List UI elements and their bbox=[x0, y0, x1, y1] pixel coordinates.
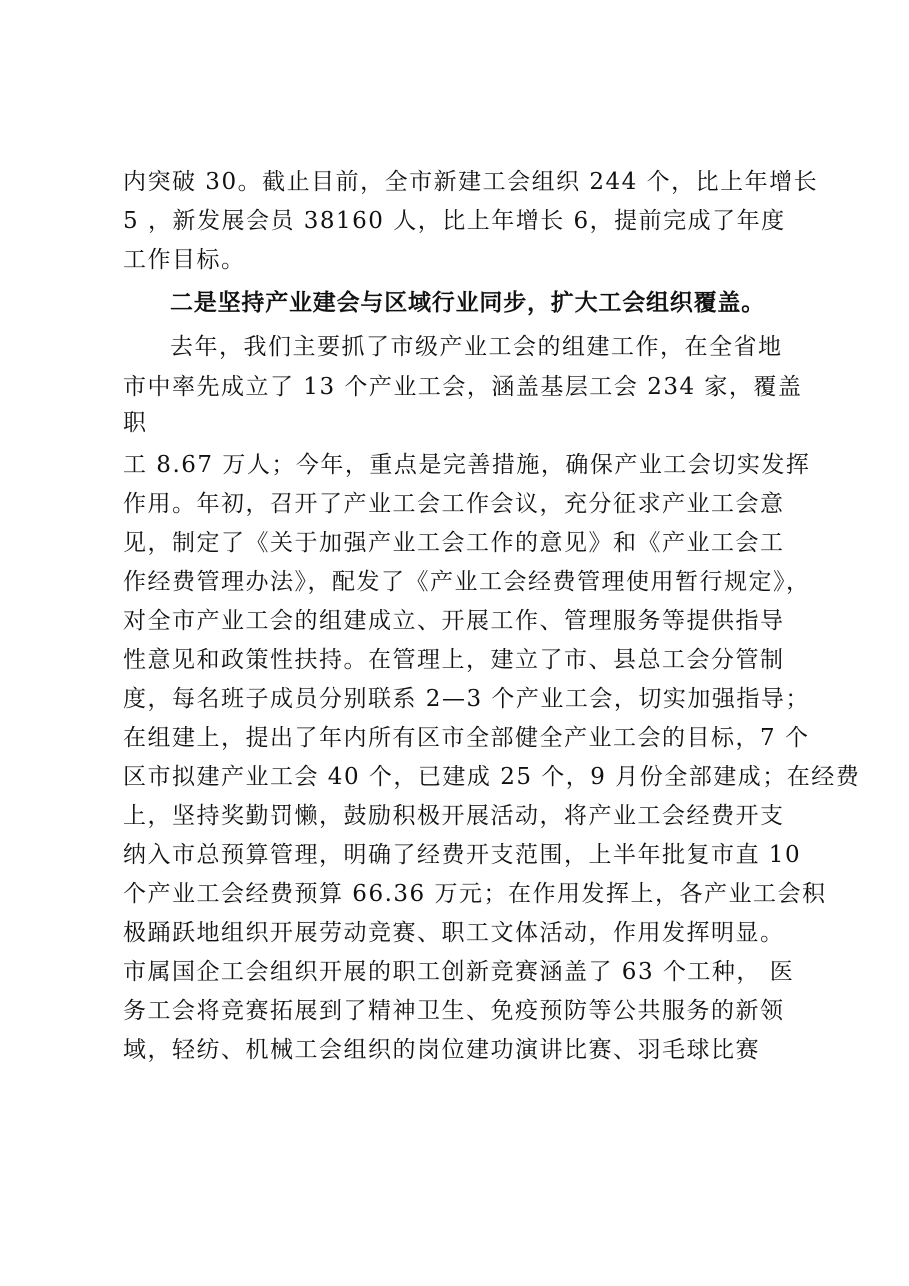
paragraph-line-17: 上，坚持奖勤罚懒，鼓励积极开展活动，将产业工会经费开支 bbox=[123, 803, 785, 829]
paragraph-line-18: 纳入市总预算管理，明确了经费开支范围，上半年批复市直 10 bbox=[123, 842, 802, 868]
paragraph-line-6: 市中率先成立了 13 个产业工会，涵盖基层工会 234 家，覆盖 bbox=[123, 374, 803, 400]
paragraph-line-14: 度，每名班子成员分别联系 2—3 个产业工会，切实加强指导； bbox=[123, 686, 810, 712]
paragraph-line-23: 域，轻纺、机械工会组织的岗位建功演讲比赛、羽毛球比赛 bbox=[123, 1037, 760, 1063]
paragraph-line-13: 性意见和政策性扶持。在管理上，建立了市、县总工会分管制 bbox=[123, 647, 785, 673]
paragraph-line-3: 工作目标。 bbox=[123, 247, 246, 273]
paragraph-line-12: 对全市产业工会的组建成立、开展工作、管理服务等提供指导 bbox=[123, 608, 785, 634]
paragraph-line-11: 作经费管理办法》，配发了《产业工会经费管理使用暂行规定》， bbox=[123, 569, 811, 595]
paragraph-line-15: 在组建上，提出了年内所有区市全部健全产业工会的目标，7 个 bbox=[123, 725, 810, 751]
section-heading: 二是坚持产业建会与区域行业同步，扩大工会组织覆盖。 bbox=[170, 289, 765, 316]
paragraph-line-19: 个产业工会经费预算 66.36 万元；在作用发挥上，各产业工会积 bbox=[123, 881, 827, 907]
paragraph-line-5: 去年，我们主要抓了市级产业工会的组建工作，在全省地 bbox=[170, 334, 783, 360]
paragraph-line-7: 职 bbox=[123, 410, 148, 436]
paragraph-line-8: 工 8.67 万人；今年，重点是完善措施，确保产业工会切实发挥 bbox=[123, 452, 811, 478]
paragraph-line-22: 务工会将竞赛拓展到了精神卫生、免疫预防等公共服务的新领 bbox=[123, 998, 785, 1024]
paragraph-line-9: 作用。年初，召开了产业工会工作会议，充分征求产业工会意 bbox=[123, 491, 785, 517]
paragraph-line-10: 见，制定了《关于加强产业工会工作的意见》和《产业工会工 bbox=[123, 530, 785, 556]
paragraph-line-2: 5 ，新发展会员 38160 人，比上年增长 6，提前完成了年度 bbox=[123, 208, 786, 234]
paragraph-line-20: 极踊跃地组织开展劳动竞赛、职工文体活动，作用发挥明显。 bbox=[123, 920, 785, 946]
paragraph-line-16: 区市拟建产业工会 40 个，已建成 25 个，9 月份全部建成；在经费 bbox=[123, 764, 861, 790]
paragraph-line-21: 市属国企工会组织开展的职工创新竞赛涵盖了 63 个工种， 医 bbox=[123, 959, 795, 985]
paragraph-line-1: 内突破 30。截止目前，全市新建工会组织 244 个，比上年增长 bbox=[123, 169, 819, 195]
